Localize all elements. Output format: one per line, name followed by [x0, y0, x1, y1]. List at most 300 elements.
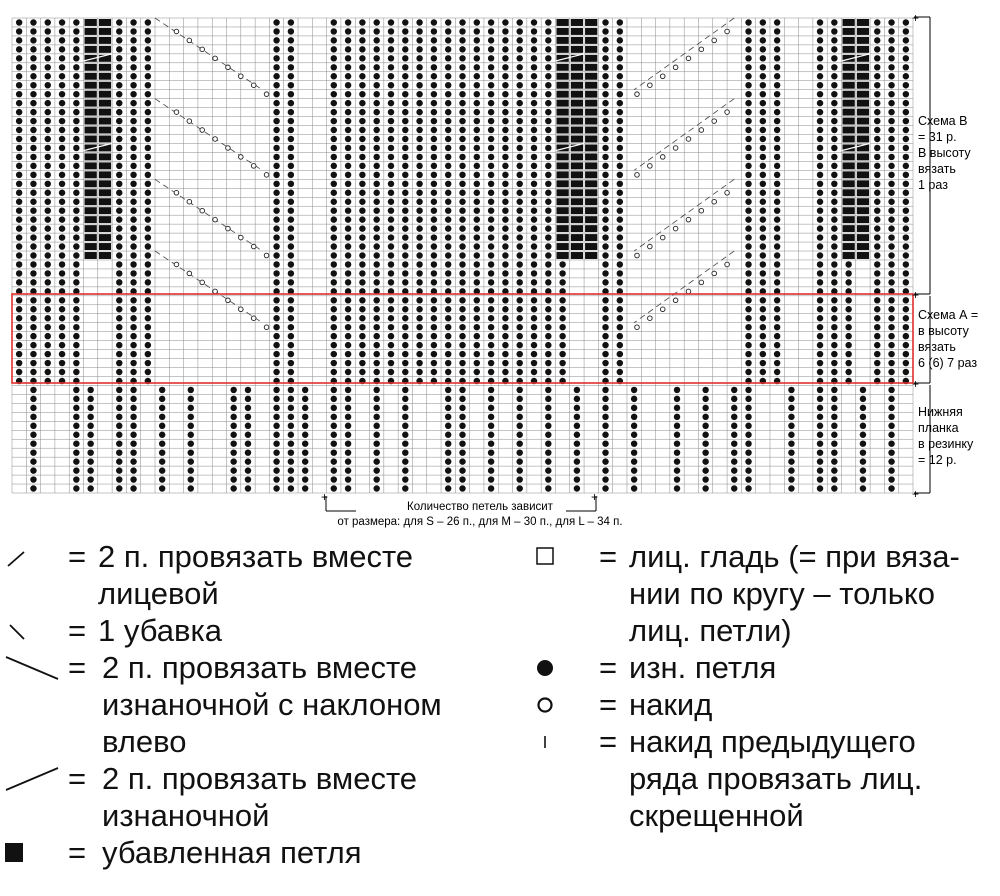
- purl-stitch: [331, 136, 337, 142]
- purl-stitch: [245, 485, 251, 491]
- purl-stitch: [531, 199, 537, 205]
- purl-stitch: [302, 440, 308, 446]
- purl-stitch: [831, 181, 837, 187]
- purl-stitch: [273, 306, 279, 312]
- purl-stitch: [502, 190, 508, 196]
- purl-stitch: [16, 207, 22, 213]
- purl-stitch: [130, 234, 136, 240]
- purl-stitch: [860, 476, 866, 482]
- purl-stitch: [459, 73, 465, 79]
- svg-text:+: +: [912, 11, 920, 25]
- purl-stitch: [273, 46, 279, 52]
- purl-stitch: [388, 207, 394, 213]
- purl-stitch: [373, 82, 379, 88]
- purl-stitch: [459, 405, 465, 411]
- purl-stitch: [745, 163, 751, 169]
- purl-stitch: [459, 190, 465, 196]
- purl-stitch: [373, 243, 379, 249]
- purl-stitch: [288, 127, 294, 133]
- purl-stitch: [888, 127, 894, 133]
- purl-stitch: [359, 154, 365, 160]
- purl-stitch: [30, 100, 36, 106]
- purl-stitch: [59, 172, 65, 178]
- purl-stitch: [445, 432, 451, 438]
- purl-stitch: [45, 261, 51, 267]
- purl-stitch: [817, 100, 823, 106]
- purl-stitch: [345, 432, 351, 438]
- purl-stitch: [903, 225, 909, 231]
- purl-stitch: [459, 225, 465, 231]
- purl-stitch: [73, 243, 79, 249]
- decreased-stitch: [85, 136, 97, 143]
- purl-stitch: [73, 109, 79, 115]
- purl-stitch: [116, 432, 122, 438]
- purl-stitch: [817, 252, 823, 258]
- purl-stitch: [230, 449, 236, 455]
- purl-stitch: [488, 432, 494, 438]
- legend-item-twisted-knit: = накид предыдущего ряда провязать лиц. скрещенной: [533, 723, 1000, 834]
- scheme-a-label: Схема А = в высоту вязать 6 (6) 7 раз: [918, 308, 979, 370]
- purl-stitch: [488, 324, 494, 330]
- purl-stitch: [273, 199, 279, 205]
- yarn-over-icon: [533, 686, 583, 723]
- purl-stitch: [116, 342, 122, 348]
- purl-stitch: [373, 216, 379, 222]
- purl-stitch: [145, 100, 151, 106]
- yarn-over: [251, 164, 256, 169]
- purl-stitch: [602, 360, 608, 366]
- purl-stitch: [545, 485, 551, 491]
- purl-stitch: [416, 333, 422, 339]
- purl-stitch: [445, 109, 451, 115]
- purl-stitch: [502, 55, 508, 61]
- purl-stitch: [488, 261, 494, 267]
- purl-stitch: [416, 145, 422, 151]
- purl-stitch: [116, 100, 122, 106]
- purl-stitch: [273, 100, 279, 106]
- purl-stitch: [345, 351, 351, 357]
- purl-stitch: [602, 19, 608, 25]
- purl-stitch: [502, 163, 508, 169]
- decreased-stitch: [85, 100, 97, 107]
- purl-stitch: [459, 396, 465, 402]
- purl-stitch: [288, 440, 294, 446]
- purl-stitch: [359, 225, 365, 231]
- decreased-stitch: [857, 46, 869, 53]
- purl-stitch: [602, 207, 608, 213]
- purl-stitch: [860, 458, 866, 464]
- purl-stitch: [359, 37, 365, 43]
- purl-stitch: [617, 28, 623, 34]
- purl-stitch: [874, 118, 880, 124]
- purl-stitch: [130, 82, 136, 88]
- purl-stitch: [16, 315, 22, 321]
- purl-stitch: [602, 64, 608, 70]
- purl-stitch: [59, 225, 65, 231]
- purl-stitch: [702, 485, 708, 491]
- purl-stitch: [416, 225, 422, 231]
- purl-stitch: [30, 118, 36, 124]
- decreased-stitch: [842, 198, 854, 205]
- purl-stitch: [831, 73, 837, 79]
- purl-stitch: [602, 342, 608, 348]
- purl-stitch: [30, 172, 36, 178]
- purl-stitch: [445, 199, 451, 205]
- purl-stitch: [402, 136, 408, 142]
- purl-stitch: [559, 315, 565, 321]
- purl-stitch: [116, 449, 122, 455]
- purl-stitch: [874, 297, 880, 303]
- purl-stitch: [745, 315, 751, 321]
- decreased-stitch: [842, 252, 854, 259]
- decreased-stitch: [571, 91, 583, 98]
- purl-stitch: [359, 342, 365, 348]
- purl-stitch: [373, 64, 379, 70]
- purl-stitch: [903, 91, 909, 97]
- purl-stitch: [16, 64, 22, 70]
- purl-stitch: [602, 136, 608, 142]
- purl-stitch: [73, 467, 79, 473]
- purl-stitch: [288, 225, 294, 231]
- decreased-stitch: [585, 82, 597, 89]
- decreased-stitch: [85, 189, 97, 196]
- purl-stitch: [145, 154, 151, 160]
- purl-stitch: [331, 449, 337, 455]
- purl-stitch: [903, 324, 909, 330]
- purl-stitch: [874, 181, 880, 187]
- purl-stitch: [502, 28, 508, 34]
- purl-stitch: [888, 154, 894, 160]
- purl-stitch: [888, 458, 894, 464]
- purl-stitch: [16, 73, 22, 79]
- purl-stitch: [445, 369, 451, 375]
- purl-stitch: [402, 145, 408, 151]
- purl-stitch: [402, 190, 408, 196]
- purl-stitch: [16, 118, 22, 124]
- purl-stitch: [87, 476, 93, 482]
- purl-stitch: [345, 216, 351, 222]
- purl-stitch: [16, 324, 22, 330]
- purl-stitch: [488, 243, 494, 249]
- purl-stitch: [73, 485, 79, 491]
- purl-stitch: [459, 46, 465, 52]
- purl-stitch: [130, 225, 136, 231]
- purl-stitch: [45, 82, 51, 88]
- purl-stitch: [474, 127, 480, 133]
- purl-stitch: [731, 467, 737, 473]
- purl-stitch: [130, 172, 136, 178]
- purl-stitch: [359, 199, 365, 205]
- purl-stitch: [416, 297, 422, 303]
- decreased-stitch: [842, 180, 854, 187]
- purl-stitch: [674, 405, 680, 411]
- purl-stitch: [502, 46, 508, 52]
- purl-stitch: [373, 199, 379, 205]
- purl-stitch: [388, 190, 394, 196]
- purl-stitch: [874, 55, 880, 61]
- decreased-stitch: [842, 171, 854, 178]
- purl-stitch: [674, 458, 680, 464]
- purl-stitch: [331, 82, 337, 88]
- purl-stitch: [130, 55, 136, 61]
- decreased-stitch: [571, 127, 583, 134]
- decreased-stitch: [556, 136, 568, 143]
- purl-stitch: [402, 109, 408, 115]
- purl-stitch: [674, 396, 680, 402]
- purl-stitch: [416, 252, 422, 258]
- purl-stitch: [130, 342, 136, 348]
- purl-stitch: [617, 19, 623, 25]
- purl-stitch: [531, 163, 537, 169]
- purl-stitch: [817, 234, 823, 240]
- purl-stitch: [116, 234, 122, 240]
- decreased-stitch: [85, 109, 97, 116]
- purl-stitch: [145, 315, 151, 321]
- legend-item-yarn-over: = накид: [533, 686, 1000, 723]
- decreased-stitch: [556, 109, 568, 116]
- purl-stitch: [359, 306, 365, 312]
- decreased-stitch: [857, 91, 869, 98]
- purl-stitch: [230, 405, 236, 411]
- purl-stitch: [488, 458, 494, 464]
- purl-stitch: [45, 127, 51, 133]
- decreased-stitch: [842, 136, 854, 143]
- yarn-over: [725, 110, 730, 115]
- purl-stitch: [745, 279, 751, 285]
- purl-stitch: [531, 279, 537, 285]
- purl-stitch: [488, 225, 494, 231]
- purl-stitch: [402, 172, 408, 178]
- purl-stitch: [545, 458, 551, 464]
- purl-stitch: [30, 440, 36, 446]
- purl-stitch: [602, 252, 608, 258]
- purl-stitch: [760, 73, 766, 79]
- purl-stitch: [617, 109, 623, 115]
- purl-stitch: [831, 476, 837, 482]
- legend-item-decreased-stitch: = убавленная петля: [2, 834, 502, 871]
- purl-stitch: [531, 190, 537, 196]
- purl-stitch: [345, 243, 351, 249]
- purl-stitch: [731, 449, 737, 455]
- purl-stitch: [745, 297, 751, 303]
- purl-stitch: [888, 315, 894, 321]
- purl-stitch: [116, 306, 122, 312]
- purl-stitch: [30, 46, 36, 52]
- purl-stitch: [903, 297, 909, 303]
- purl-stitch: [188, 458, 194, 464]
- purl-stitch: [545, 261, 551, 267]
- purl-stitch: [831, 270, 837, 276]
- purl-stitch: [273, 405, 279, 411]
- purl-stitch: [874, 37, 880, 43]
- purl-stitch: [445, 306, 451, 312]
- purl-stitch: [817, 476, 823, 482]
- purl-stitch: [874, 306, 880, 312]
- purl-stitch: [731, 405, 737, 411]
- purl-stitch: [774, 306, 780, 312]
- purl-stitch: [516, 449, 522, 455]
- purl-stitch: [45, 306, 51, 312]
- p2tog-left-icon: [2, 649, 62, 686]
- purl-stitch: [602, 118, 608, 124]
- yarn-over: [213, 56, 218, 61]
- purl-stitch: [488, 64, 494, 70]
- purl-stitch: [459, 19, 465, 25]
- purl-stitch: [373, 315, 379, 321]
- purl-stitch: [874, 216, 880, 222]
- purl-stitch: [745, 46, 751, 52]
- purl-stitch: [130, 423, 136, 429]
- purl-stitch: [874, 324, 880, 330]
- purl-stitch: [617, 207, 623, 213]
- purl-stitch: [431, 109, 437, 115]
- purl-stitch: [73, 315, 79, 321]
- purl-stitch: [273, 145, 279, 151]
- purl-stitch: [531, 28, 537, 34]
- purl-stitch: [774, 342, 780, 348]
- decreased-stitch: [857, 153, 869, 160]
- purl-stitch: [359, 279, 365, 285]
- purl-stitch: [516, 109, 522, 115]
- purl-stitch: [602, 306, 608, 312]
- purl-stitch: [402, 207, 408, 213]
- purl-stitch: [388, 82, 394, 88]
- purl-stitch: [416, 279, 422, 285]
- decreased-stitch: [571, 225, 583, 232]
- purl-stitch: [288, 163, 294, 169]
- yarn-over: [635, 253, 640, 258]
- purl-stitch: [502, 306, 508, 312]
- decreased-stitch: [556, 189, 568, 196]
- purl-stitch: [459, 243, 465, 249]
- purl-stitch: [574, 467, 580, 473]
- purl-stitch: [30, 154, 36, 160]
- purl-stitch: [373, 234, 379, 240]
- yarn-over: [660, 155, 665, 160]
- purl-stitch: [116, 199, 122, 205]
- purl-stitch: [516, 387, 522, 393]
- decreased-stitch: [842, 225, 854, 232]
- purl-stitch: [602, 270, 608, 276]
- decreased-stitch: [585, 225, 597, 232]
- purl-stitch: [831, 360, 837, 366]
- purl-stitch: [59, 91, 65, 97]
- purl-stitch: [516, 163, 522, 169]
- purl-stitch: [845, 333, 851, 339]
- purl-stitch: [903, 37, 909, 43]
- purl-stitch: [674, 414, 680, 420]
- purl-stitch: [459, 118, 465, 124]
- decreased-stitch: [556, 153, 568, 160]
- purl-stitch: [774, 243, 780, 249]
- purl-stitch: [373, 100, 379, 106]
- purl-stitch: [531, 145, 537, 151]
- purl-stitch: [73, 225, 79, 231]
- purl-stitch: [817, 423, 823, 429]
- decreased-stitch: [585, 243, 597, 250]
- purl-stitch: [416, 234, 422, 240]
- purl-stitch: [16, 225, 22, 231]
- purl-stitch: [731, 476, 737, 482]
- purl-stitch: [130, 109, 136, 115]
- purl-stitch: [888, 55, 894, 61]
- purl-stitch: [30, 405, 36, 411]
- purl-stitch: [30, 414, 36, 420]
- decreased-stitch: [571, 153, 583, 160]
- purl-stitch: [531, 136, 537, 142]
- purl-stitch: [416, 243, 422, 249]
- svg-text:+: +: [912, 288, 920, 302]
- decreased-stitch: [99, 91, 111, 98]
- purl-stitch: [331, 225, 337, 231]
- purl-stitch: [273, 28, 279, 34]
- purl-stitch: [617, 199, 623, 205]
- yarn-over: [239, 307, 244, 312]
- yarn-over: [648, 83, 653, 88]
- purl-stitch: [874, 154, 880, 160]
- purl-stitch: [474, 324, 480, 330]
- purl-stitch: [459, 145, 465, 151]
- purl-stitch: [788, 432, 794, 438]
- decreased-stitch: [556, 73, 568, 80]
- purl-stitch: [331, 432, 337, 438]
- purl-stitch: [774, 163, 780, 169]
- svg-text:+: +: [912, 377, 920, 391]
- purl-stitch: [73, 360, 79, 366]
- purl-stitch: [130, 432, 136, 438]
- purl-stitch: [402, 234, 408, 240]
- purl-stitch: [760, 100, 766, 106]
- purl-stitch: [817, 154, 823, 160]
- purl-stitch: [116, 64, 122, 70]
- purl-stitch: [373, 172, 379, 178]
- purl-stitch: [874, 315, 880, 321]
- purl-stitch: [116, 136, 122, 142]
- purl-stitch: [903, 109, 909, 115]
- purl-stitch: [30, 181, 36, 187]
- purl-stitch: [59, 360, 65, 366]
- purl-stitch: [817, 91, 823, 97]
- purl-stitch: [345, 252, 351, 258]
- purl-stitch: [30, 207, 36, 213]
- yarn-over: [226, 298, 231, 303]
- purl-stitch: [788, 414, 794, 420]
- decreased-stitch: [85, 64, 97, 71]
- purl-stitch: [531, 360, 537, 366]
- purl-stitch: [359, 82, 365, 88]
- purl-stitch: [702, 467, 708, 473]
- purl-stitch: [474, 28, 480, 34]
- decreased-stitch: [99, 28, 111, 35]
- purl-stitch: [617, 64, 623, 70]
- purl-stitch: [345, 396, 351, 402]
- purl-stitch: [774, 127, 780, 133]
- purl-stitch: [302, 396, 308, 402]
- purl-stitch: [45, 19, 51, 25]
- purl-stitch: [345, 145, 351, 151]
- purl-stitch: [116, 279, 122, 285]
- purl-stitch: [130, 387, 136, 393]
- purl-stitch: [502, 342, 508, 348]
- purl-stitch: [903, 315, 909, 321]
- purl-stitch: [331, 243, 337, 249]
- purl-stitch: [373, 297, 379, 303]
- purl-stitch: [145, 82, 151, 88]
- yarn-over: [187, 271, 192, 276]
- decreased-stitch: [857, 198, 869, 205]
- purl-stitch: [16, 243, 22, 249]
- purl-stitch: [288, 100, 294, 106]
